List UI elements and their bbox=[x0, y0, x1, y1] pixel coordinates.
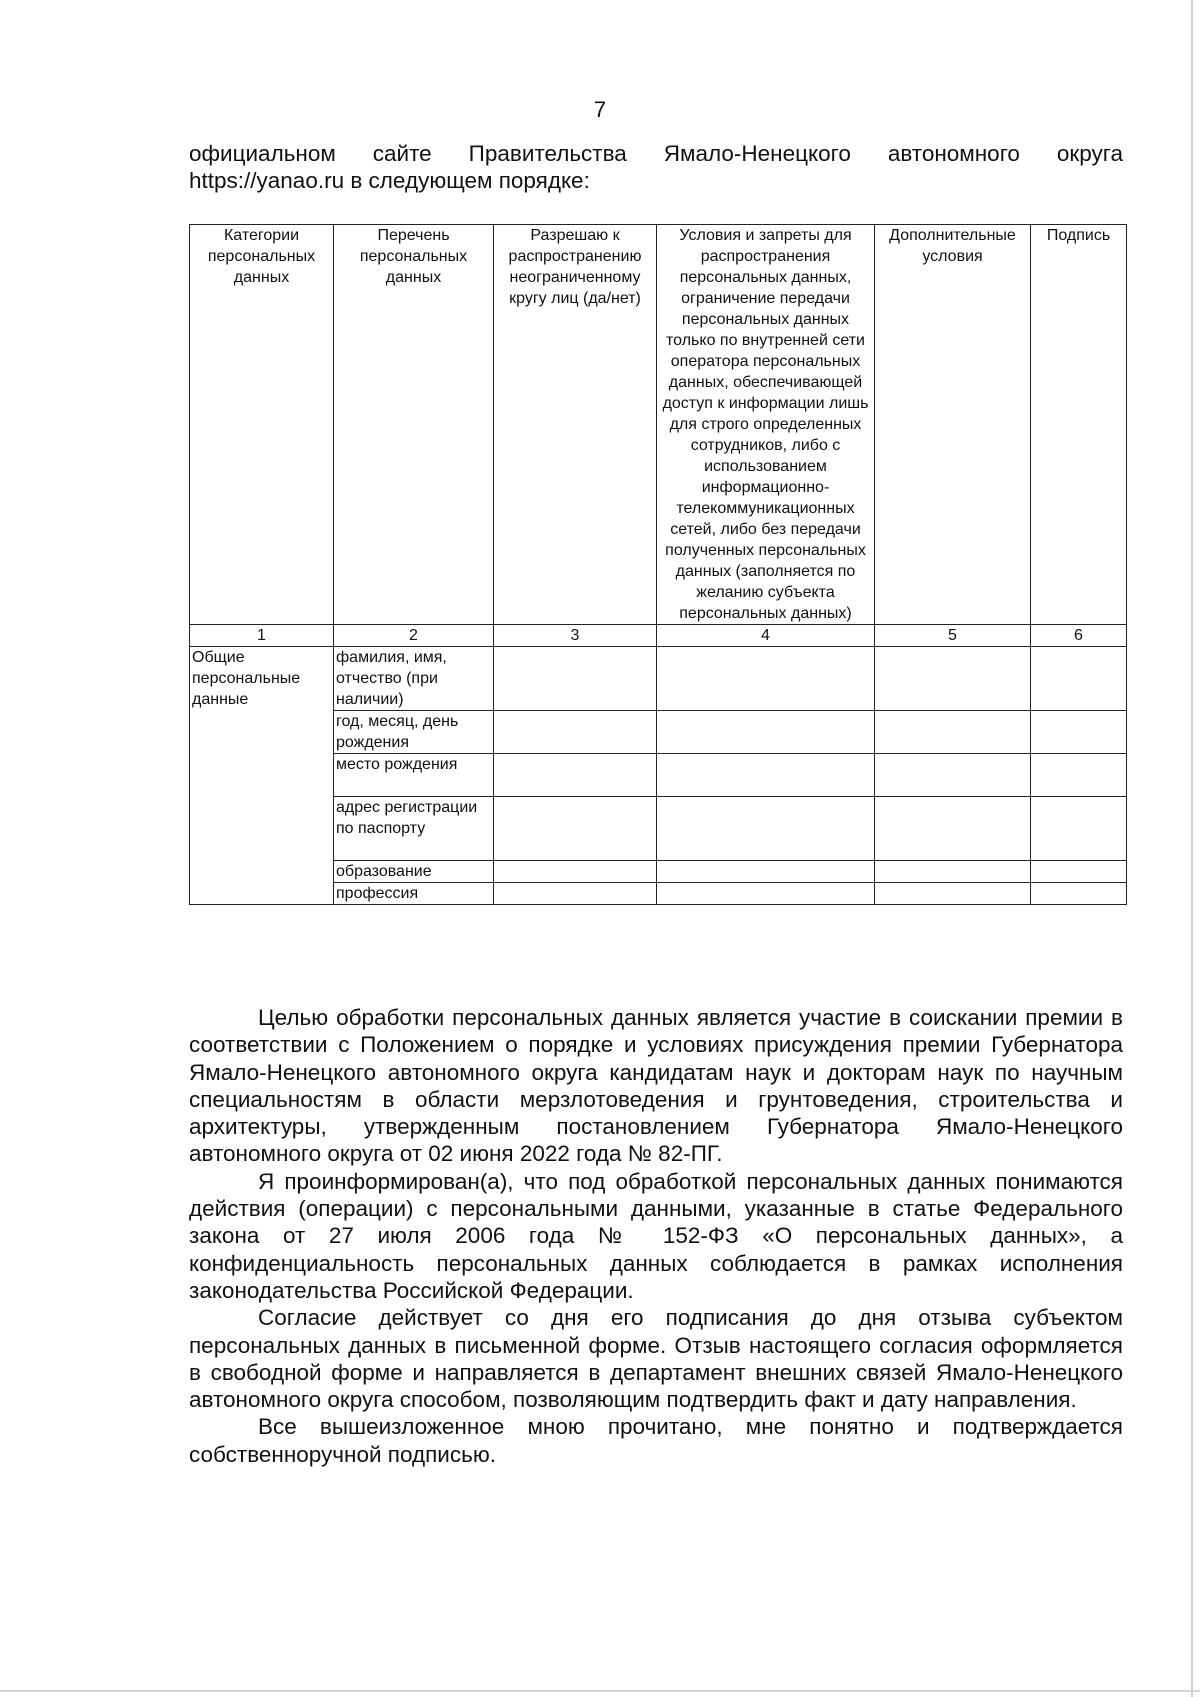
page-number: 7 bbox=[593, 97, 607, 122]
intro-text: официальном сайте Правительства Ямало-Ненецкого автономного округа https://yanao.ru в следующем порядке: bbox=[189, 141, 1123, 193]
signature-cell[interactable] bbox=[1031, 711, 1127, 754]
permission-cell[interactable] bbox=[494, 711, 657, 754]
item-cell: год, месяц, день рождения bbox=[334, 711, 494, 754]
conditions-cell[interactable] bbox=[657, 797, 875, 861]
permission-cell[interactable] bbox=[494, 754, 657, 797]
purpose-paragraph: Целью обработки персональных данных является участие в соискании премии в соответствии с Положением о порядке и условиях присуждения премии Губернатора Ямало-Ненецкого автономного округа кандидатам наук и докторам наук по научным специальностям в области мерзлотоведения и грунтоведения, строительства и архитектуры, утвержденным постановлением Губернатора Ямало-Ненецкого автономного округа от 02 июня 2022 года № 82-ПГ. bbox=[189, 1005, 1123, 1167]
permission-cell[interactable] bbox=[494, 647, 657, 711]
item-cell: образование bbox=[334, 861, 494, 883]
signature-cell[interactable] bbox=[1031, 754, 1127, 797]
header-signature: Подпись bbox=[1031, 225, 1127, 625]
additional-cell[interactable] bbox=[875, 711, 1031, 754]
conditions-cell[interactable] bbox=[657, 861, 875, 883]
scan-edge-bottom bbox=[0, 1690, 1200, 1692]
validity-paragraph: Согласие действует со дня его подписания до дня отзыва субъектом персональных данных в письменной форме. Отзыв настоящего согласия оформляется в свободной форме и направляется в департамент внешних связей Ямало-Ненецкого автономного округа способом, позволяющим подтвердить факт и дату направления. bbox=[189, 1305, 1123, 1413]
column-number: 1 bbox=[190, 625, 334, 647]
conditions-cell[interactable] bbox=[657, 711, 875, 754]
item-cell: профессия bbox=[334, 883, 494, 905]
item-cell: фамилия, имя, отчество (при наличии) bbox=[334, 647, 494, 711]
table-row bbox=[190, 647, 1127, 711]
signature-cell[interactable] bbox=[1031, 647, 1127, 711]
header-categories: Категории персональных данных bbox=[190, 225, 334, 625]
item-cell: место рождения bbox=[334, 754, 494, 797]
personal-data-table bbox=[189, 224, 1127, 905]
column-number: 6 bbox=[1031, 625, 1127, 647]
additional-cell[interactable] bbox=[875, 883, 1031, 905]
column-number: 3 bbox=[494, 625, 657, 647]
column-number-row bbox=[190, 625, 1127, 647]
header-permission: Разрешаю к распространению неограниченному кругу лиц (да/нет) bbox=[494, 225, 657, 625]
signature-cell[interactable] bbox=[1031, 883, 1127, 905]
column-number: 5 bbox=[875, 625, 1031, 647]
signature-cell[interactable] bbox=[1031, 861, 1127, 883]
confirmation-paragraph: Все вышеизложенное мною прочитано, мне понятно и подтверждается собственноручной подписью. bbox=[189, 1414, 1123, 1467]
permission-cell[interactable] bbox=[494, 797, 657, 861]
column-number: 2 bbox=[334, 625, 494, 647]
additional-cell[interactable] bbox=[875, 647, 1031, 711]
scan-edge-right bbox=[1191, 0, 1193, 1697]
conditions-cell[interactable] bbox=[657, 647, 875, 711]
conditions-cell[interactable] bbox=[657, 754, 875, 797]
additional-cell[interactable] bbox=[875, 861, 1031, 883]
additional-cell[interactable] bbox=[875, 754, 1031, 797]
table-header-row bbox=[190, 225, 1127, 625]
additional-cell[interactable] bbox=[875, 797, 1031, 861]
item-cell: адрес регистрации по паспорту bbox=[334, 797, 494, 861]
header-additional: Дополнительные условия bbox=[875, 225, 1031, 625]
header-list: Перечень персональных данных bbox=[334, 225, 494, 625]
conditions-cell[interactable] bbox=[657, 883, 875, 905]
body-text bbox=[189, 1004, 1123, 1468]
signature-cell[interactable] bbox=[1031, 797, 1127, 861]
permission-cell[interactable] bbox=[494, 861, 657, 883]
permission-cell[interactable] bbox=[494, 883, 657, 905]
header-conditions: Условия и запреты для распространения персональных данных, ограничение передачи персональных данных только по внутренней сети оператора персональных данных, обеспечивающей доступ к информации лишь для строго определенных сотрудников, либо с использованием информационно-телекоммуникационных сетей, либо без передачи полученных персональных данных (заполняется по желанию субъекта персональных данных) bbox=[657, 225, 875, 625]
processing-paragraph: Я проинформирован(а), что под обработкой персональных данных понимаются действия (операции) с персональными данными, указанные в статье Федерального закона от 27 июля 2006 года № 152-ФЗ «О персональных данных», а конфиденциальность персональных данных соблюдается в рамках исполнения законодательства Российской Федерации. bbox=[189, 1168, 1123, 1303]
column-number: 4 bbox=[657, 625, 875, 647]
category-cell: Общие персональные данные bbox=[190, 647, 334, 905]
